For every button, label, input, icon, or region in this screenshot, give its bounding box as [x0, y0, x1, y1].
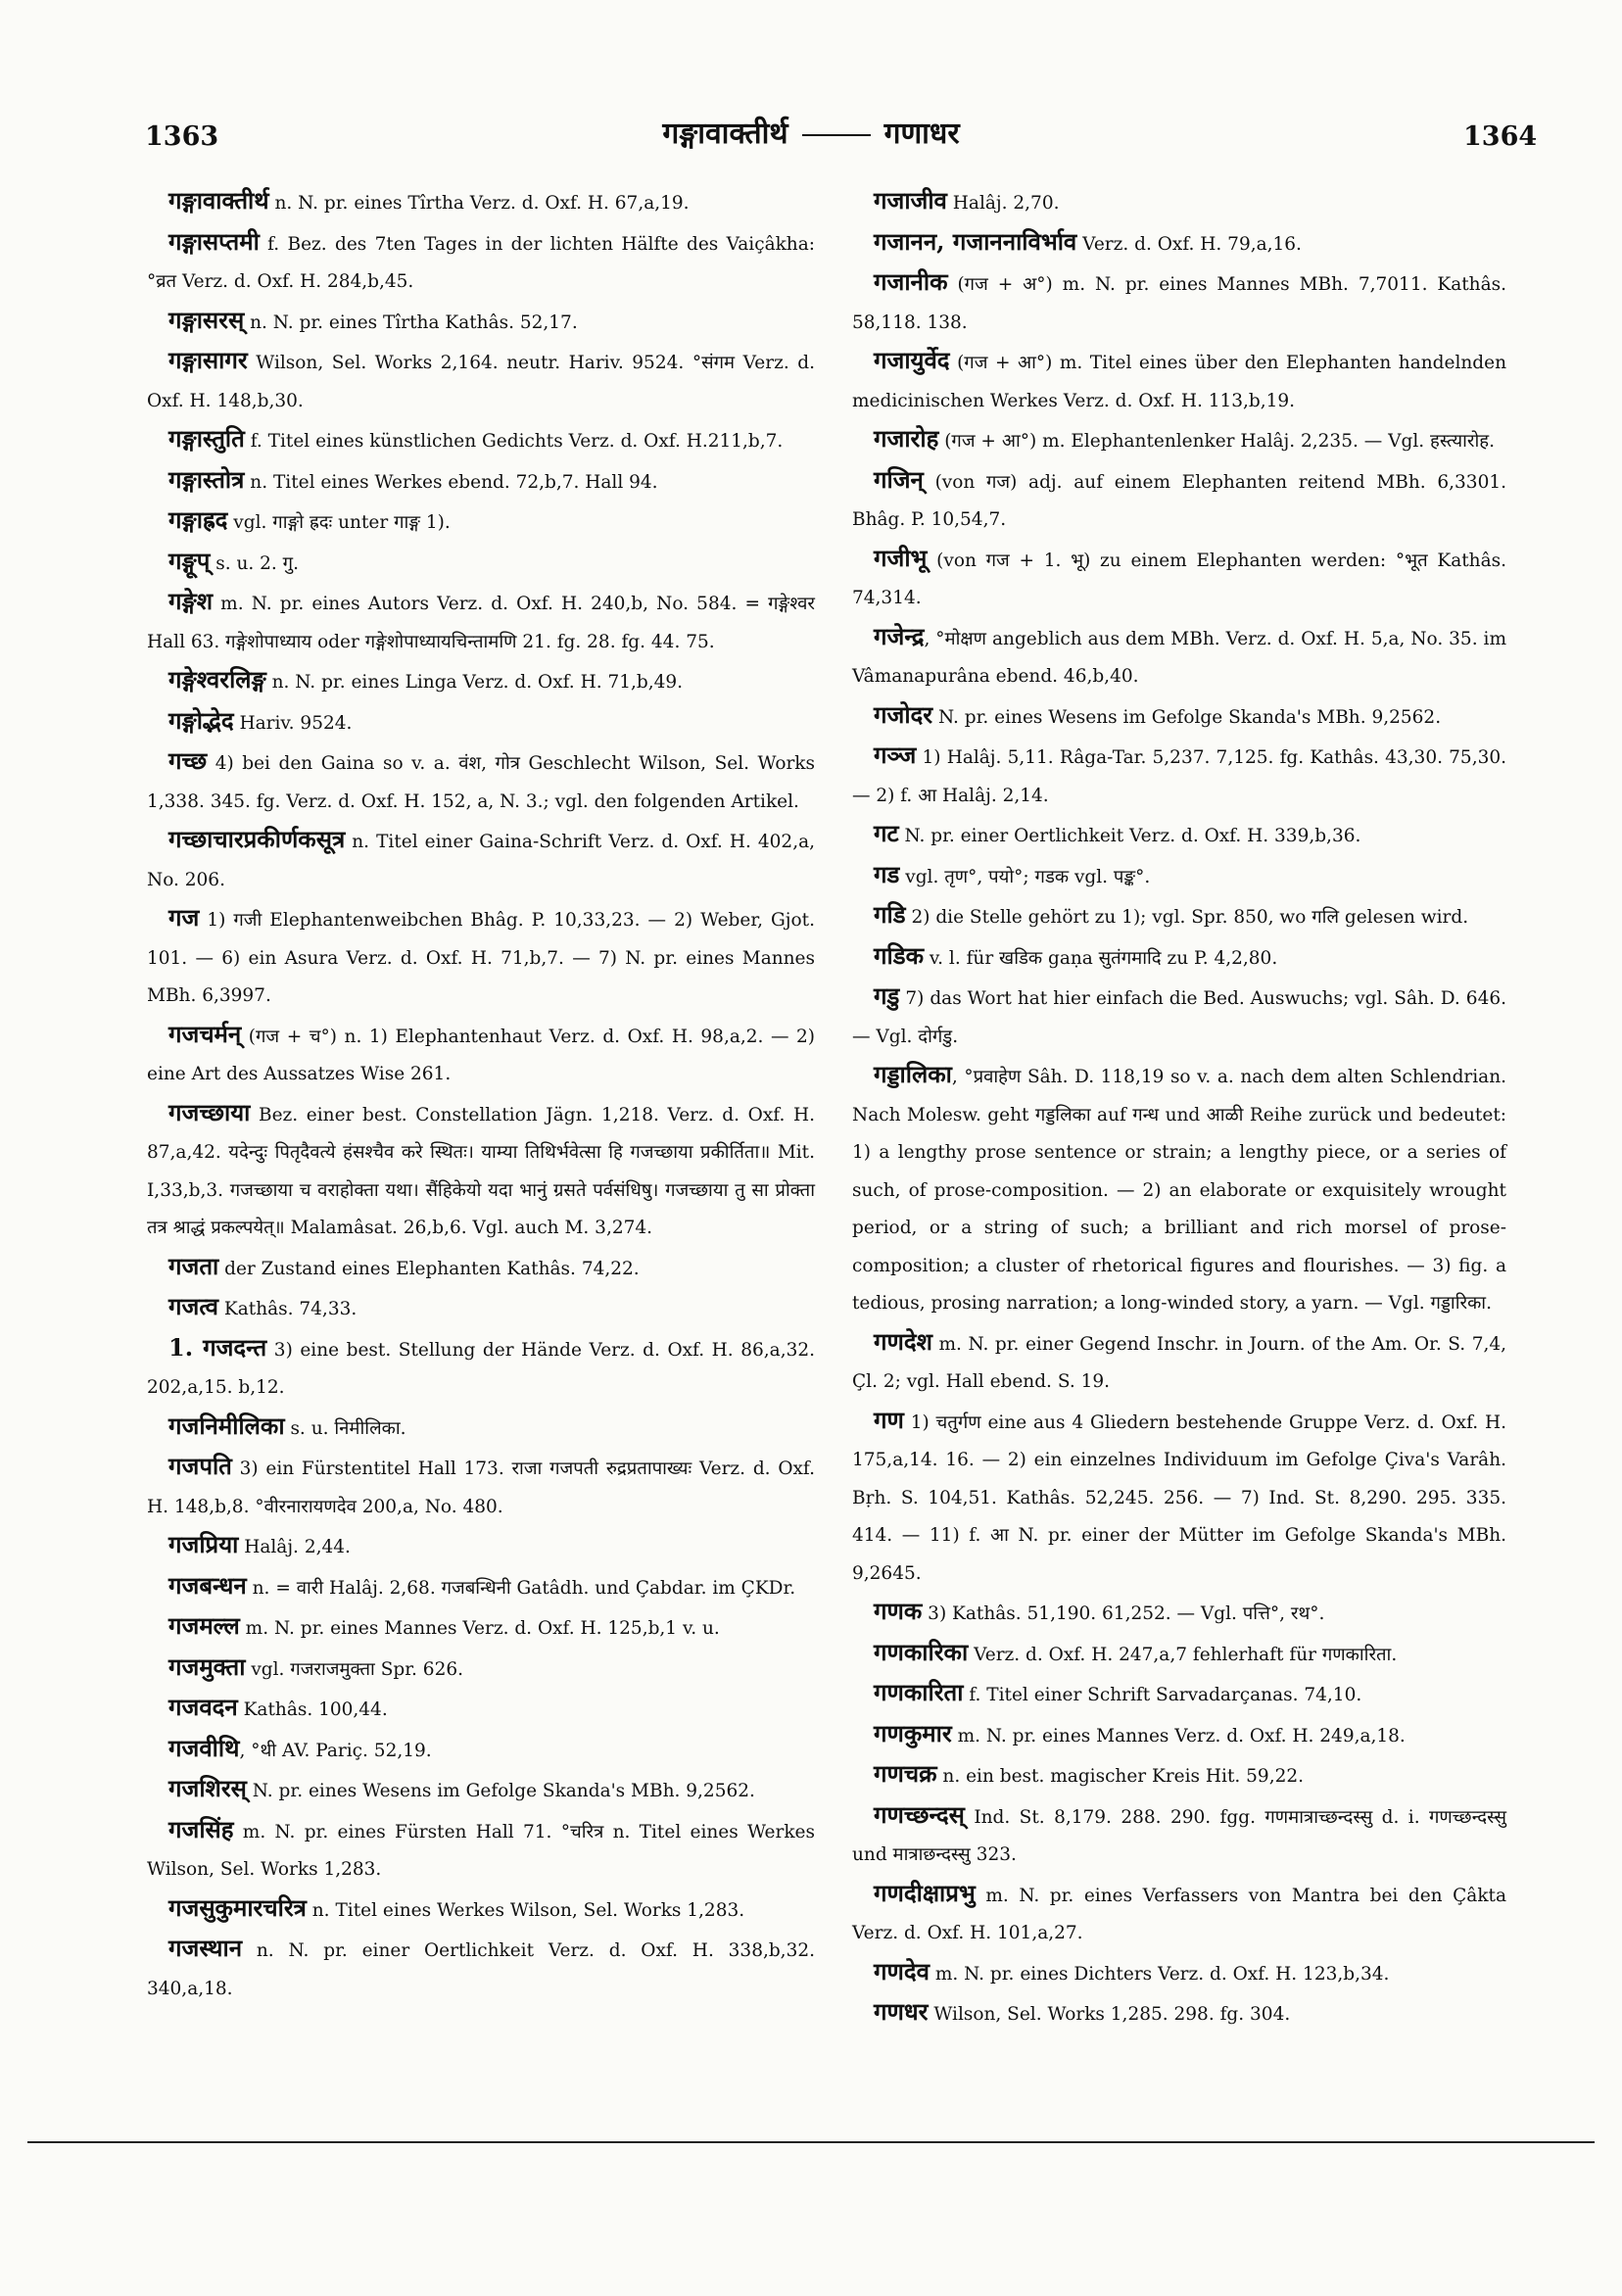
dictionary-entry	[852, 223, 1506, 264]
entry-definition: n. Titel eines Werkes ebend. 72,b,7. Hall 94.	[244, 471, 658, 493]
dictionary-entry	[147, 1248, 815, 1289]
entry-definition: m. N. pr. eines Fürsten Hall 71. °चरित्र n. Titel eines Werkes Wilson, Sel. Works 1,283.	[147, 1821, 815, 1880]
entry-definition: Verz. d. Oxf. H. 79,a,16.	[1076, 233, 1302, 255]
entry-headword: गडि	[874, 900, 906, 929]
entry-definition: Halâj. 2,70.	[946, 193, 1060, 214]
dictionary-entry	[852, 856, 1506, 897]
entry-headword: गड	[874, 859, 900, 888]
dictionary-entry	[852, 978, 1506, 1056]
entry-definition: Bez. einer best. Constellation Jägn. 1,218. Verz. d. Oxf. H. 87,a,42. यदेन्दुः पितृदैवत्ये हंसश्चैव करे स्थितः। याम्या तिथिर्भवेत्सा हि गजच्छाया प्रकीर्तिता॥ Mit. I,33,b,3. गजच्छाया च वराहोक्ता यथा। सैंहिकेयो यदा भानुं ग्रसते पर्वसंधिषु। गजच्छाया तु सा प्रोक्ता तत्र श्राद्धं प्रकल्पयेत्॥ Malamâsat. 26,b,6. Vgl. auch M. 3,274.	[147, 1104, 815, 1238]
entry-headword: गणदेश	[874, 1326, 932, 1356]
dictionary-entry	[852, 1755, 1506, 1796]
entry-headword: गजता	[168, 1251, 219, 1280]
entry-definition: , °मोक्षण angeblich aus dem MBh. Verz. d. Oxf. H. 5,a, No. 35. im Vâmanapurâna ebend. 46,b,40.	[852, 628, 1506, 687]
entry-headword: गजमुक्ता	[168, 1651, 246, 1681]
dictionary-entry	[852, 461, 1506, 540]
entry-definition: f. Bez. des 7ten Tages in der lichten Hälfte des Vaiçâkha: °व्रत Verz. d. Oxf. H. 284,b,45.	[147, 233, 815, 292]
dictionary-entry	[852, 1993, 1506, 2034]
dictionary-entry	[147, 1288, 815, 1329]
dictionary-entry	[147, 1889, 815, 1931]
entry-headword: गङ्गूप्	[168, 546, 211, 575]
dictionary-entry	[147, 1730, 815, 1771]
dictionary-entry	[147, 1408, 815, 1449]
dictionary-entry	[147, 742, 815, 821]
entry-headword: गजानीक	[874, 267, 948, 296]
entry-headword: गजानन, गजाननाविर्भाव	[874, 226, 1077, 256]
running-header-right: गणाधर	[883, 117, 960, 151]
left-column	[147, 182, 815, 2008]
entry-definition: , °थी AV. Pariç. 52,19.	[239, 1740, 432, 1761]
entry-definition: (von गज + 1. भू) zu einem Elephanten werden: °भूत Kathâs. 74,314.	[852, 550, 1506, 608]
dictionary-entry	[147, 502, 815, 543]
entry-definition: s. u. 2. गु.	[210, 552, 299, 574]
dictionary-entry	[147, 1649, 815, 1690]
entry-definition: m. N. pr. eines Mannes Verz. d. Oxf. H. 249,a,18.	[951, 1725, 1406, 1746]
dictionary-entry	[147, 1567, 815, 1608]
entry-definition: n. N. pr. einer Oertlichkeit Verz. d. Oxf. H. 338,b,32. 340,a,18.	[147, 1940, 815, 1999]
dictionary-entry	[147, 1930, 815, 2008]
dictionary-entry	[147, 1689, 815, 1730]
entry-definition: (गज + आ°) m. Titel eines über den Elephanten handelnden medicinischen Werkes Verz. d. Oxf. H. 113,b,19.	[852, 353, 1506, 411]
entry-definition: Halâj. 2,44.	[238, 1537, 351, 1557]
entry-headword: गच्छ	[168, 746, 208, 775]
entry-definition: n. Titel eines Werkes Wilson, Sel. Works 1,283.	[306, 1899, 745, 1921]
entry-definition: m. N. pr. einer Gegend Inschr. in Journ. of the Am. Or. S. 7,4, Çl. 2; vgl. Hall ebend. S. 19.	[852, 1333, 1506, 1392]
dictionary-entry	[852, 1875, 1506, 1953]
entry-definition: v. l. für खडिक gaṇa सुतंगमादि zu P. 4,2,80.	[924, 947, 1278, 969]
dictionary-entry	[852, 1323, 1506, 1402]
dictionary-entry	[147, 1329, 815, 1408]
entry-definition: 3) ein Fürstentitel Hall 173. राजा गजपती रुद्रप्रतापाख्यः Verz. d. Oxf. H. 148,b,8. °वीरनारायणदेव 200,a, No. 480.	[147, 1459, 815, 1517]
page-number-right: 1364	[1463, 121, 1538, 152]
entry-headword: गजवीथि	[168, 1733, 240, 1762]
entry-headword: गङ्गासरस्	[168, 305, 245, 334]
dictionary-entry	[852, 263, 1506, 342]
entry-definition: 7) das Wort hat hier einfach die Bed. Auswuchs; vgl. Sâh. D. 646. — Vgl. दोर्गडु.	[852, 988, 1506, 1047]
entry-definition: (von गज) adj. auf einem Elephanten reitend MBh. 6,3301. Bhâg. P. 10,54,7.	[852, 471, 1506, 530]
entry-definition: 1) Halâj. 5,11. Râga-Tar. 5,237. 7,125. fg. Kathâs. 43,30. 75,30. — 2) f. आ Halâj. 2,14.	[852, 747, 1506, 806]
right-column	[852, 182, 1506, 2034]
entry-definition: 3) Kathâs. 51,190. 61,252. — Vgl. पत्ति°, रथ°.	[922, 1603, 1325, 1624]
entry-headword: गङ्गासागर	[168, 346, 248, 374]
dictionary-entry	[147, 461, 815, 502]
entry-definition: n. Titel einer Gaina-Schrift Verz. d. Oxf. H. 402,a, No. 206.	[147, 832, 815, 890]
entry-definition: n. N. pr. eines Tîrtha Verz. d. Oxf. H. 67,a,19.	[268, 193, 690, 214]
dictionary-entry	[147, 1094, 815, 1248]
entry-headword: गजसुकुमारचरित्र	[168, 1892, 307, 1922]
dictionary-entry	[147, 1526, 815, 1567]
footer-rule	[27, 2141, 1595, 2143]
entry-definition: 1) गजी Elephantenweibchen Bhâg. P. 10,33,23. — 2) Weber, Gjot. 101. — 6) ein Asura Verz. d. Oxf. H. 71,b,7. — 7) N. pr. eines Mannes MBh. 6,3997.	[147, 910, 815, 1006]
entry-headword: गडिक	[874, 940, 924, 970]
entry-definition: Kathâs. 74,33.	[218, 1299, 358, 1319]
entry-definition: m. N. pr. eines Dichters Verz. d. Oxf. H. 123,b,34.	[929, 1963, 1390, 1985]
entry-definition: n. N. pr. eines Linga Verz. d. Oxf. H. 71,b,49.	[265, 672, 684, 693]
entry-headword: गच्छाचारप्रकीर्णकसूत्र	[168, 825, 346, 853]
entry-definition: 4) bei den Gaina so v. a. वंश, गोत्र Geschlecht Wilson, Sel. Works 1,338. 345. fg. Verz. d. Oxf. H. 152, a, N. 3.; vgl. den folgenden Artikel.	[147, 753, 815, 812]
dictionary-entry	[852, 937, 1506, 979]
dictionary-entry	[852, 896, 1506, 937]
entry-headword: गजसिंह	[168, 1814, 234, 1843]
entry-headword: गङ्गास्तोत्र	[168, 464, 245, 494]
entry-definition: Kathâs. 100,44.	[237, 1699, 388, 1720]
entry-headword: गणकारिता	[874, 1678, 964, 1706]
entry-headword: गजनिमीलिका	[168, 1411, 285, 1440]
entry-definition: n. ein best. magischer Kreis Hit. 59,22.	[936, 1766, 1305, 1787]
entry-headword: गजिन्	[874, 464, 924, 494]
entry-headword: गणक	[874, 1597, 923, 1625]
entry-headword: गञ्ज	[874, 741, 917, 769]
dictionary-entry	[147, 1016, 815, 1094]
entry-definition: Hariv. 9524.	[233, 712, 353, 734]
entry-headword: गणदीक्षाप्रभु	[874, 1878, 976, 1907]
entry-definition: (गज + च°) n. 1) Elephantenhaut Verz. d. Oxf. H. 98,a,2. — 2) eine Art des Aussatzes Wise 261.	[147, 1026, 815, 1084]
dictionary-entry	[852, 1796, 1506, 1875]
entry-headword: गङ्गाह्रद	[168, 505, 228, 534]
entry-headword: गट	[874, 819, 899, 847]
dictionary-entry	[852, 618, 1506, 696]
entry-definition: , °प्रवाहेण Sâh. D. 118,19 so v. a. nach dem alten Schlendrian. Nach Molesw. geht गड्डलिका auf गन्ध und आळी Reihe zurück und bedeutet: 1) a lengthy prose sentence or strain; a lengthy piece, or a series of such, of prose-composition. — 2) an elaborate or exquisitely wrought period, or a string of such; a brilliant and rich morsel of prose-composition; a cluster of rhetorical figures and flourishes. — 3) fig. a tedious, prosing narration; a long-winded story, a yarn. — Vgl. गड्डारिका.	[852, 1067, 1506, 1314]
dictionary-entry	[147, 223, 815, 302]
entry-definition: Ind. St. 8,179. 288. 290. fgg. गणमात्राच्छन्दस्सु d. i. गणच्छन्दस्सु und मात्राछन्दस्सु 323.	[852, 1806, 1506, 1865]
dictionary-entry	[852, 540, 1506, 618]
dictionary-entry	[147, 1607, 815, 1649]
entry-headword: गजायुर्वेद	[874, 346, 950, 374]
dictionary-entry	[852, 420, 1506, 461]
dictionary-entry	[147, 1770, 815, 1811]
entry-headword: गङ्गास्तुति	[168, 424, 245, 453]
entry-headword: गजवदन	[168, 1693, 238, 1721]
entry-definition: (गज + आ°) m. Elephantenlenker Halâj. 2,235. — Vgl. हस्त्यारोह.	[938, 431, 1495, 452]
entry-headword: गडु	[874, 981, 900, 1010]
entry-headword: गजपति	[168, 1452, 232, 1480]
entry-definition: Verz. d. Oxf. H. 247,a,7 fehlerhaft für गणकारिता.	[968, 1644, 1398, 1665]
entry-headword: गजाजीव	[874, 186, 947, 215]
dictionary-entry	[147, 583, 815, 661]
entry-definition: 1) चतुर्गण eine aus 4 Gliedern bestehende Gruppe Verz. d. Oxf. H. 175,a,14. 16. — 2) ein einzelnes Individuum im Gefolge Çiva's Varâh. Bṛh. S. 104,51. Kathâs. 52,245. 256. — 7) Ind. St. 8,290. 295. 335. 414. — 11) f. आ N. pr. einer der Mütter im Gefolge Skanda's MBh. 9,2645.	[852, 1411, 1506, 1584]
entry-definition: N. pr. eines Wesens im Gefolge Skanda's MBh. 9,2562.	[246, 1781, 755, 1801]
dictionary-entry	[852, 342, 1506, 420]
entry-headword: गजस्थान	[168, 1934, 243, 1962]
entry-headword: गङ्गोद्भेद	[168, 705, 234, 735]
running-header	[0, 112, 1622, 152]
entry-definition: 2) die Stelle gehört zu 1); vgl. Spr. 850, wo गलि gelesen wird.	[905, 907, 1469, 928]
dictionary-entry	[852, 1056, 1506, 1323]
entry-definition: vgl. तृण°, पयो°; गडक vgl. पङ्क°.	[899, 866, 1151, 887]
dictionary-entry	[852, 696, 1506, 738]
dictionary-entry	[852, 815, 1506, 856]
dictionary-entry	[147, 302, 815, 343]
dictionary-entry	[852, 1674, 1506, 1715]
entry-headword: गङ्गासप्तमी	[168, 226, 260, 256]
entry-headword: 1. गजदन्त	[168, 1332, 267, 1362]
entry-definition: m. N. pr. eines Mannes Verz. d. Oxf. H. 125,b,1 v. u.	[239, 1618, 720, 1639]
dictionary-entry	[147, 1811, 815, 1889]
entry-headword: गजबन्धन	[168, 1570, 247, 1600]
entry-headword: गजारोह	[874, 424, 939, 453]
dictionary-entry	[852, 182, 1506, 223]
entry-headword: गङ्गेश	[168, 587, 214, 615]
entry-definition: der Zustand eines Elephanten Kathâs. 74,22.	[218, 1258, 640, 1279]
dictionary-entry	[147, 342, 815, 420]
entry-headword: गजोदर	[874, 699, 933, 729]
entry-headword: गणधर	[874, 1997, 929, 2026]
entry-headword: गङ्गावाक्तीर्थ	[168, 186, 269, 215]
entry-headword: गङ्गेश्वरलिङ्ग	[168, 665, 266, 694]
entry-headword: गड्डालिका	[874, 1060, 952, 1088]
entry-headword: गजच्छाया	[168, 1097, 251, 1126]
entry-headword: गणदेव	[874, 1956, 930, 1985]
entry-headword: गजत्व	[168, 1292, 219, 1320]
dictionary-entry	[147, 420, 815, 461]
dictionary-entry	[147, 821, 815, 899]
entry-definition: f. Titel einer Schrift Sarvadarçanas. 74,10.	[963, 1685, 1362, 1705]
entry-headword: गजेन्द्र	[874, 621, 925, 650]
entry-definition: m. N. pr. eines Verfassers von Mantra bei den Çâkta Verz. d. Oxf. H. 101,a,27.	[852, 1885, 1506, 1943]
dictionary-entry	[147, 543, 815, 584]
entry-headword: गणचक्र	[874, 1759, 937, 1788]
entry-headword: गजचर्मन्	[168, 1019, 242, 1048]
entry-headword: गण	[874, 1405, 904, 1434]
dictionary-entry	[147, 702, 815, 743]
entry-headword: गजशिरस्	[168, 1774, 247, 1802]
entry-definition: vgl. गजराजमुक्ता Spr. 626.	[245, 1658, 463, 1680]
entry-definition: n. N. pr. eines Tîrtha Kathâs. 52,17.	[244, 311, 578, 333]
entry-definition: N. pr. eines Wesens im Gefolge Skanda's MBh. 9,2562.	[932, 706, 1442, 728]
entry-definition: m. N. pr. eines Autors Verz. d. Oxf. H. 240,b, No. 584. = गङ्गेश्वर Hall 63. गङ्गेशोपाध्याय oder गङ्गेशोपाध्यायचिन्तामणि 21. fg. 28. fg. 44. 75.	[147, 594, 815, 652]
entry-definition: n. = वारी Halâj. 2,68. गजबन्धिनी Gatâdh. und Çabdar. im ÇKDr.	[246, 1577, 796, 1599]
entry-headword: गणकुमार	[874, 1718, 952, 1747]
entry-headword: गजीभू	[874, 543, 928, 572]
dictionary-entry	[147, 182, 815, 223]
dictionary-entry	[852, 1593, 1506, 1634]
entry-definition: vgl. गाङ्गो ह्रदः unter गाङ्ग 1).	[227, 512, 451, 533]
dictionary-entry	[852, 1953, 1506, 1994]
entry-headword: गजमल्ल	[168, 1611, 240, 1640]
entry-definition: (गज + अ°) m. N. pr. eines Mannes MBh. 7,7011. Kathâs. 58,118. 138.	[852, 274, 1506, 333]
dictionary-entry	[852, 1634, 1506, 1675]
entry-definition: Wilson, Sel. Works 1,285. 298. fg. 304.	[928, 2004, 1291, 2025]
dictionary-entry	[147, 1448, 815, 1526]
entry-definition: s. u. निमीलिका.	[284, 1417, 406, 1439]
dictionary-entry	[147, 899, 815, 1016]
dictionary-entry	[852, 1715, 1506, 1756]
dictionary-entry	[852, 1402, 1506, 1594]
entry-definition: f. Titel eines künstlichen Gedichts Verz. d. Oxf. H.211,b,7.	[244, 431, 784, 452]
entry-headword: गणच्छन्दस्	[874, 1799, 965, 1829]
entry-headword: गणकारिका	[874, 1637, 969, 1666]
entry-definition: Wilson, Sel. Works 2,164. neutr. Hariv. 9524. °संगम Verz. d. Oxf. H. 148,b,30.	[147, 353, 815, 411]
entry-definition: 3) eine best. Stellung der Hände Verz. d. Oxf. H. 86,a,32. 202,a,15. b,12.	[147, 1339, 816, 1398]
dictionary-entry	[147, 661, 815, 702]
dictionary-entry	[852, 737, 1506, 815]
page-number-left: 1363	[145, 121, 219, 152]
entry-definition: N. pr. einer Oertlichkeit Verz. d. Oxf. H. 339,b,36.	[898, 826, 1361, 846]
entry-headword: गज	[168, 903, 200, 932]
header-dash	[802, 134, 871, 136]
running-header-left: गङ्गावाक्तीर्थ	[662, 117, 788, 151]
entry-headword: गजप्रिया	[168, 1530, 239, 1558]
